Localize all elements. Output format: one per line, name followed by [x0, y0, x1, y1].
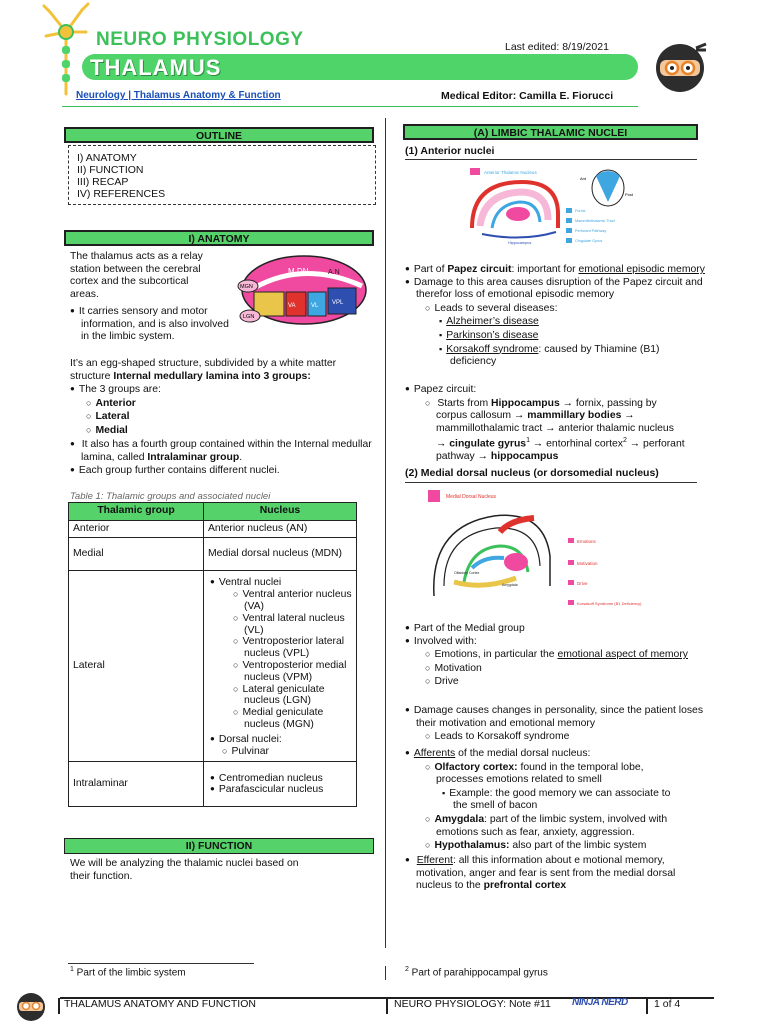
column-divider — [385, 118, 386, 948]
anatomy-heading: I) ANATOMY — [64, 230, 374, 246]
mdn-heading: (2) Medial dorsal nucleus (or dorsomedial nucleus) — [405, 467, 697, 483]
outline-item[interactable]: IV) REFERENCES — [77, 188, 166, 200]
table-cell: ● Centromedian nucleus ● Parafascicular nucleus — [204, 762, 357, 807]
papez-circuit-diagram — [462, 162, 642, 252]
table-header: Thalamic group — [69, 503, 204, 521]
table-row — [69, 520, 357, 538]
figure-label: Cingulate Gyrus — [575, 239, 603, 243]
function-heading: II) FUNCTION — [64, 838, 374, 854]
va-label: VA — [288, 303, 296, 309]
header-divider — [62, 106, 638, 107]
footer-separator — [386, 998, 388, 1014]
footnote-divider — [385, 966, 386, 980]
footer-mascot-icon — [14, 990, 48, 1022]
figure-title: Medial Dorsal Nucleus — [446, 494, 497, 500]
anatomy-carries: ● It carries sensory and motor information, and is also involved in the limbic system. — [70, 306, 231, 344]
figure-label: Fornix — [575, 209, 586, 213]
table-cell: Anterior — [69, 520, 204, 538]
thalamus-diagram — [232, 252, 370, 334]
mdn-afferents: ● Afferents of the medial dorsal nucleus: ○ Olfactory cortex: found in the temporal lobe, processes emotions related to smell ▪ Example: the good memory we can associate to the smell of bacon ○ Amygdala: part of the limbic system, involved with emotions such as fear, anxiety, aggression. ○ Hypothalamus: also part of the limbic system — [405, 748, 705, 853]
figure-label: Amygdala — [502, 583, 518, 587]
figure-label: Post — [625, 192, 634, 197]
medical-editor: Medical Editor: Camilla E. Fiorucci — [441, 90, 614, 102]
anatomy-structure: It’s an egg-shaped structure, subdivided by a white matter structure Internal medullary lamina into 3 groups: — [70, 358, 337, 382]
mdn-diagram — [424, 486, 656, 616]
table-header-row — [69, 503, 357, 521]
table-cell: ● Ventral nuclei ○ Ventral anterior nucleus (VA) ○ Ventral lateral nucleus (VL) ○ Ventroposterior lateral nucleus (VPL) ○ Ventroposterior medial nucleus (VPM) ○ Lateral geniculate nucleus (LGN) ○ Medial geniculate nucleus (MGN) ● Dorsal nuclei: ○ Pulvinar — [204, 571, 357, 762]
anatomy-groups: ● The 3 groups are: ○ Anterior ○ Lateral ○ Medial — [70, 384, 370, 437]
footer-title: THALAMUS ANATOMY AND FUNCTION — [64, 998, 256, 1010]
table-row — [69, 538, 357, 571]
mgn-label: MGN — [240, 284, 253, 290]
footer-note: NEURO PHYSIOLOGY: Note #11 — [394, 998, 551, 1010]
vpl-label: VPL — [332, 300, 344, 306]
outline-box — [68, 145, 376, 205]
thalamic-table — [68, 502, 357, 807]
outline-item[interactable]: III) RECAP — [77, 176, 129, 188]
last-edited: Last edited: 8/19/2021 — [505, 41, 609, 53]
footnote-2: $^2$ Part of parahippocampal gyrus — [405, 966, 548, 979]
breadcrumb-link[interactable]: Neurology | Thalamus Anatomy & Function — [76, 90, 281, 101]
footer-separator — [646, 998, 648, 1014]
anatomy-each: ● Each group further contains different nuclei. — [70, 465, 370, 478]
anatomy-fourth-group: ● It also has a fourth group contained within the Internal medullar lamina, called Intralaminar group. — [70, 439, 381, 464]
function-text: We will be analyzing the thalamic nuclei based on their function. — [70, 858, 299, 882]
mdn-damage: ● Damage causes changes in personality, since the patient loses their motivation and emotional memory ○ Leads to Korsakoff syndrome — [405, 705, 705, 744]
table-row — [69, 571, 357, 762]
lgn-label: LGN — [243, 314, 255, 320]
table-header: Nucleus — [204, 503, 357, 521]
topic-title: THALAMUS — [90, 55, 222, 80]
figure-label: Anterior Thalamic Nucleus — [484, 170, 537, 175]
figure-label: Hippocampus — [508, 241, 532, 245]
outline-item[interactable]: II) FUNCTION — [77, 164, 144, 176]
footer-separator — [58, 998, 60, 1014]
table-cell: Medial dorsal nucleus (MDN) — [204, 538, 357, 571]
figure-label: Drive — [577, 581, 588, 586]
category-title: NEURO PHYSIOLOGY — [96, 29, 304, 50]
page-number: 1 of 4 — [654, 998, 681, 1010]
table-row — [69, 762, 357, 807]
table-cell: Lateral — [69, 571, 204, 762]
figure-label: Korsakoff Syndrome (B1 Deficiency) — [577, 601, 642, 606]
outline-heading: OUTLINE — [64, 127, 374, 143]
table-cell: Anterior nucleus (AN) — [204, 520, 357, 538]
outline-item[interactable]: I) ANATOMY — [77, 152, 137, 164]
anterior-heading: (1) Anterior nuclei — [405, 145, 697, 160]
table-cell: Medial — [69, 538, 204, 571]
ninja-nerd-logo: NINJA NERD — [572, 997, 628, 1008]
figure-label: Perforant Pathway — [575, 229, 607, 233]
mdn-notes: ● Part of the Medial group ● Involved with: ○ Emotions, in particular the emotional aspect of memory ○ Motivation ○ Drive — [405, 623, 705, 689]
footnote-rule — [68, 963, 254, 964]
figure-label: Mammillothalamic Tract — [575, 219, 615, 223]
figure-label: Emotions — [577, 539, 596, 544]
figure-label: Motivation — [577, 561, 598, 566]
anterior-notes: ● Part of Papez circuit: important for emotional episodic memory ● Damage to this area causes disruption of the Papez circuit and therefor loss of emotional episodic memory ○ Leads to several diseases: ▪ Alzheimer’s disease ▪ Parkinson’s disease ▪ Korsakoff syndrome: caused by Thiamine (B1) deficiency — [405, 264, 705, 369]
mdn-efferent: ● Efferent: all this information about e motional memory, motivation, anger and fear is sent from the medial dorsal nucleus to the prefrontal cortex — [405, 855, 706, 893]
vl-label: VL — [311, 303, 319, 309]
ninja-mascot-icon — [652, 38, 708, 94]
table-caption: Table 1: Thalamic groups and associated nuclei — [70, 491, 271, 502]
table-cell: Intralaminar — [69, 762, 204, 807]
neuron-logo-icon — [40, 2, 92, 98]
an-label: A.N — [328, 269, 340, 276]
anatomy-intro: The thalamus acts as a relay station between the cerebral cortex and the subcortical areas. — [70, 251, 203, 300]
footnote-1: $^1$ Part of the limbic system — [70, 966, 186, 979]
figure-label: Olfactory Cortex — [454, 571, 480, 575]
figure-label: Ant — [580, 176, 587, 181]
limbic-heading: (A) LIMBIC THALAMIC NUCLEI — [403, 124, 698, 140]
papez-circuit-notes: ● Papez circuit: ○ Starts from Hippocampus → fornix, passing by corpus callosum → mammillary bodies → mammillothalamic tract → anterior thalamic nucleus → cingulate gyrus$^1$ → entorhinal cortex$^2$ → perforant pathway → hippocampus — [405, 384, 705, 464]
mdn-label: M.DN — [288, 267, 309, 276]
